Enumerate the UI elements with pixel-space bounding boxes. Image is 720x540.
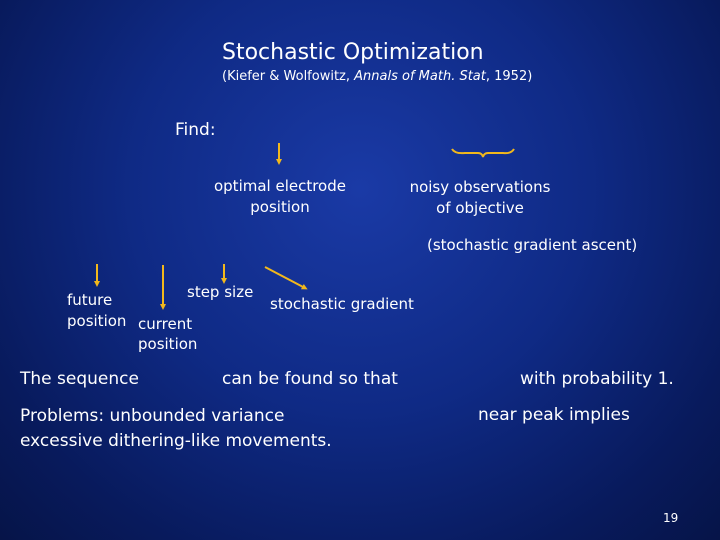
citation-suffix: , 1952) bbox=[485, 69, 533, 84]
optimal-position-line2: position bbox=[250, 198, 310, 216]
page-number: 19 bbox=[663, 511, 679, 525]
noisy-observations-brace-icon bbox=[452, 149, 514, 157]
stochastic-gradient-label: stochastic gradient bbox=[270, 295, 414, 313]
current-position-line2: position bbox=[138, 335, 198, 353]
probability-text: with probability 1. bbox=[520, 369, 674, 389]
future-position-line2: position bbox=[67, 312, 127, 330]
step-size-label: step size bbox=[187, 283, 254, 301]
slide-title: Stochastic Optimization bbox=[222, 40, 484, 65]
near-peak-text: near peak implies bbox=[478, 405, 630, 425]
stochastic-gradient-arrow bbox=[265, 267, 305, 288]
found-text: can be found so that bbox=[222, 369, 398, 389]
future-position-line1: future bbox=[67, 291, 113, 309]
stochastic-gradient-ascent-label: (stochastic gradient ascent) bbox=[427, 236, 638, 254]
optimal-position-line1: optimal electrode bbox=[213, 177, 346, 195]
noisy-observations-line1: noisy observations bbox=[409, 178, 551, 196]
sequence-text: The sequence bbox=[20, 369, 139, 389]
noisy-observations-line2: of objective bbox=[436, 199, 524, 217]
problems-line1: Problems: unbounded variance bbox=[20, 406, 285, 426]
find-label: Find: bbox=[175, 120, 216, 140]
current-position-line1: current bbox=[138, 315, 193, 333]
citation-journal: Annals of Math. Stat bbox=[354, 69, 486, 84]
problems-line2: excessive dithering-like movements. bbox=[20, 431, 332, 451]
citation-prefix: (Kiefer & Wolfowitz, bbox=[222, 69, 355, 84]
